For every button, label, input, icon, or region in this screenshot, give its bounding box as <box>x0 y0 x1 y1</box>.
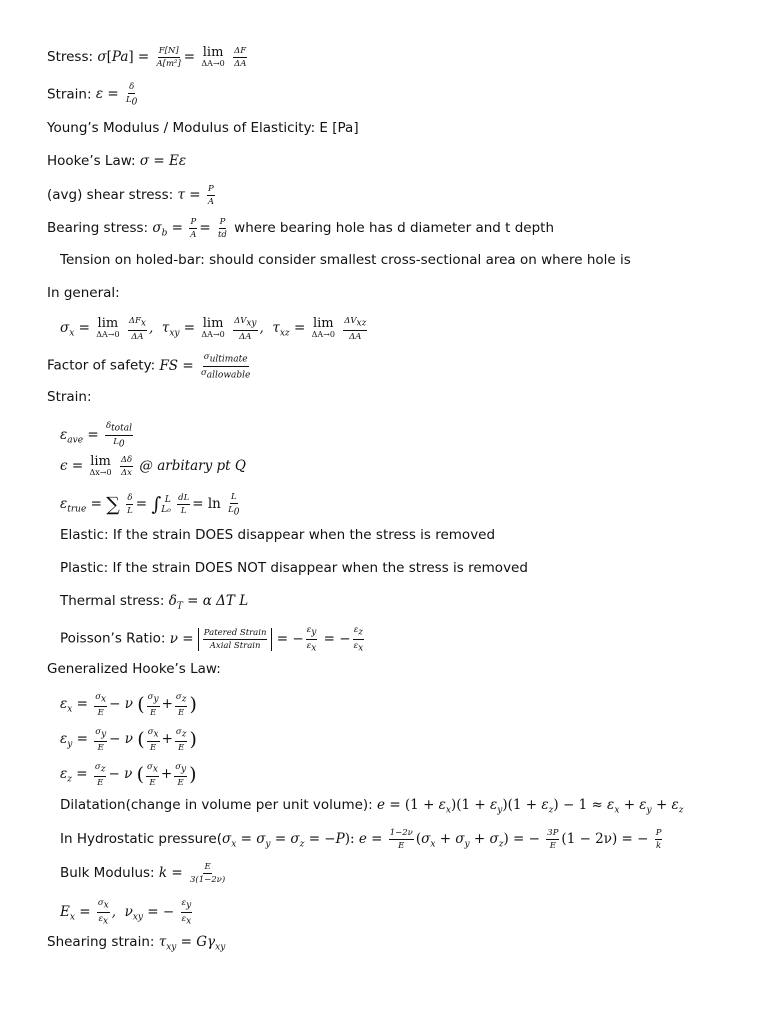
strain-y-formula: $\varepsilon_y$ = $\frac{\sigma_y}{E}$ − ν ( $\frac{\sigma_x}{E}$ + $\frac{\sigma_z}{E}$ ) <box>60 727 197 753</box>
elastic-definition: Elastic: If the strain DOES disappear when the stress is removed <box>60 527 496 543</box>
hookes-law-label: Hooke’s Law: <box>47 153 136 169</box>
bulk-modulus-label: Bulk Modulus: <box>60 865 155 881</box>
dilatation-label: Dilatation(change in volume per unit volume): <box>60 797 373 813</box>
tension-holed-bar-line: Tension on holed-bar: should consider smallest cross-sectional area on where hole is <box>60 252 631 268</box>
hookes-law-formula: σ = Eε <box>139 153 187 169</box>
shearing-strain-formula: $\tau_{xy} = G\gamma_{xy}$ <box>158 934 226 953</box>
true-strain-formula: $\varepsilon_{true}$ = ∑ $\frac{\delta}{L}$ = $\int_{L_0}^L$ $\frac{dL}{L}$ = ln $\frac{L}{L_0}$ <box>60 491 240 518</box>
strain-definition <box>47 82 140 108</box>
shearing-strain-line <box>47 932 225 958</box>
strain-at-point-formula: ϵ = lim Δx→0 $\frac{\Delta\delta}{\Delta x}$ @ arbitary pt Q <box>60 453 246 478</box>
strain-z-formula: $\varepsilon_z$ = $\frac{\sigma_z}{E}$ − ν ( $\frac{\sigma_x}{E}$ + $\frac{\sigma_y}{E}$ ) <box>60 762 197 788</box>
hydrostatic-formula: $\sigma_x = \sigma_y = \sigma_z = -P$): e = $\frac{1-2\nu}{E}$ $(\sigma_x + \sigma_y + \sigma_z)$ = − $\frac{3P}{E}$ (1 − 2ν) = − $\frac{P}{k}$ <box>222 828 662 851</box>
strain-formula: ε = $\frac{\delta}{L_0}$ <box>95 82 138 108</box>
factor-of-safety-label: Factor of safety: <box>47 357 156 374</box>
dilatation-line <box>60 795 684 821</box>
thermal-stress-formula: $\delta_T = \alpha$ ΔT L <box>168 593 249 612</box>
generalized-hookes-law-heading: Generalized Hooke’s Law: <box>47 661 221 677</box>
strain-heading: Strain: <box>47 389 92 405</box>
stress-formula: σ[Pa] = $\frac{F[N]}{\text{A[m²]}}$ = lim ΔA→0 $\frac{\Delta F}{\Delta A}$ <box>97 44 247 69</box>
hookes-law-line <box>47 151 186 171</box>
strain-x-formula: $\varepsilon_x$ = $\frac{\sigma_x}{E}$ − ν ( $\frac{\sigma_y}{E}$ + $\frac{\sigma_z}{E}$ ) <box>60 692 197 718</box>
hydrostatic-pressure-line <box>60 828 664 855</box>
bearing-stress-formula: $\sigma_b$ = $\frac{P}{A}$ = $\frac{P}{td}$ <box>152 217 227 240</box>
bearing-stress-label: Bearing stress: <box>47 220 149 236</box>
general-stress-formulas: $\sigma_x$ = lim ΔA→0 $\Delta F_x$ ΔA , $\tau_{xy}$ = lim ΔA→0 $\Delta V_{xy}$ ΔA , $\tau_{xz}$ = lim ΔA→0 $\Delta V_{xz}$ ΔA <box>60 315 367 342</box>
shear-stress-line <box>47 184 217 207</box>
bearing-stress-note: where bearing hole has d diameter and t depth <box>234 220 555 236</box>
plastic-definition: Plastic: If the strain DOES NOT disappear when the stress is removed <box>60 560 528 576</box>
factor-of-safety-line <box>47 352 253 380</box>
hydrostatic-label: In Hydrostatic pressure( <box>60 831 222 847</box>
youngs-modulus-line: Young’s Modulus / Modulus of Elasticity: E [Pa] <box>47 120 359 136</box>
thermal-stress-label: Thermal stress: <box>60 593 165 609</box>
average-strain-formula: $\varepsilon_{ave}$ = $\delta_{total}$ $L_0$ <box>60 421 132 450</box>
poissons-ratio-label: Poisson’s Ratio: <box>60 630 166 647</box>
thermal-stress-line <box>60 591 248 617</box>
dilatation-formula: $e = (1 + \varepsilon_x)(1 + \varepsilon_y)(1 + \varepsilon_z) - 1 \approx \varepsilon_x + \varepsilon_y + \varepsilon_z$ <box>377 797 684 816</box>
poissons-ratio-formula: ν = Patered Strain Axial Strain = − $\frac{\varepsilon_y}{\varepsilon_x}$ = − $\frac{\varepsilon_z}{\varepsilon_x}$ <box>169 625 364 654</box>
shearing-strain-label: Shearing strain: <box>47 934 155 950</box>
arbitrary-point-note: @ arbitary pt Q <box>139 458 246 474</box>
stress-label: Stress: <box>47 49 94 65</box>
shear-stress-formula: τ = $\frac{P}{A}$ <box>177 184 214 207</box>
stress-definition <box>47 46 249 69</box>
shear-stress-label: (avg) shear stress: <box>47 187 174 203</box>
bulk-modulus-line <box>60 862 228 885</box>
factor-of-safety-formula: FS = $\sigma_{ultimate}$ $\sigma_{allowable}$ <box>159 352 251 381</box>
modulus-poisson-xy-formula: $E_x$ = $\frac{\sigma_x}{\varepsilon_x}$ , $\nu_{xy}$ = − $\frac{\varepsilon_y}{\varepsilon_x}$ <box>60 898 192 927</box>
strain-label: Strain: <box>47 86 92 103</box>
bulk-modulus-formula: k = $\frac{E}{3(1-2\nu)}$ <box>158 862 226 885</box>
in-general-heading: In general: <box>47 285 120 301</box>
bearing-stress-line <box>47 217 554 244</box>
poissons-ratio-line <box>60 625 366 653</box>
